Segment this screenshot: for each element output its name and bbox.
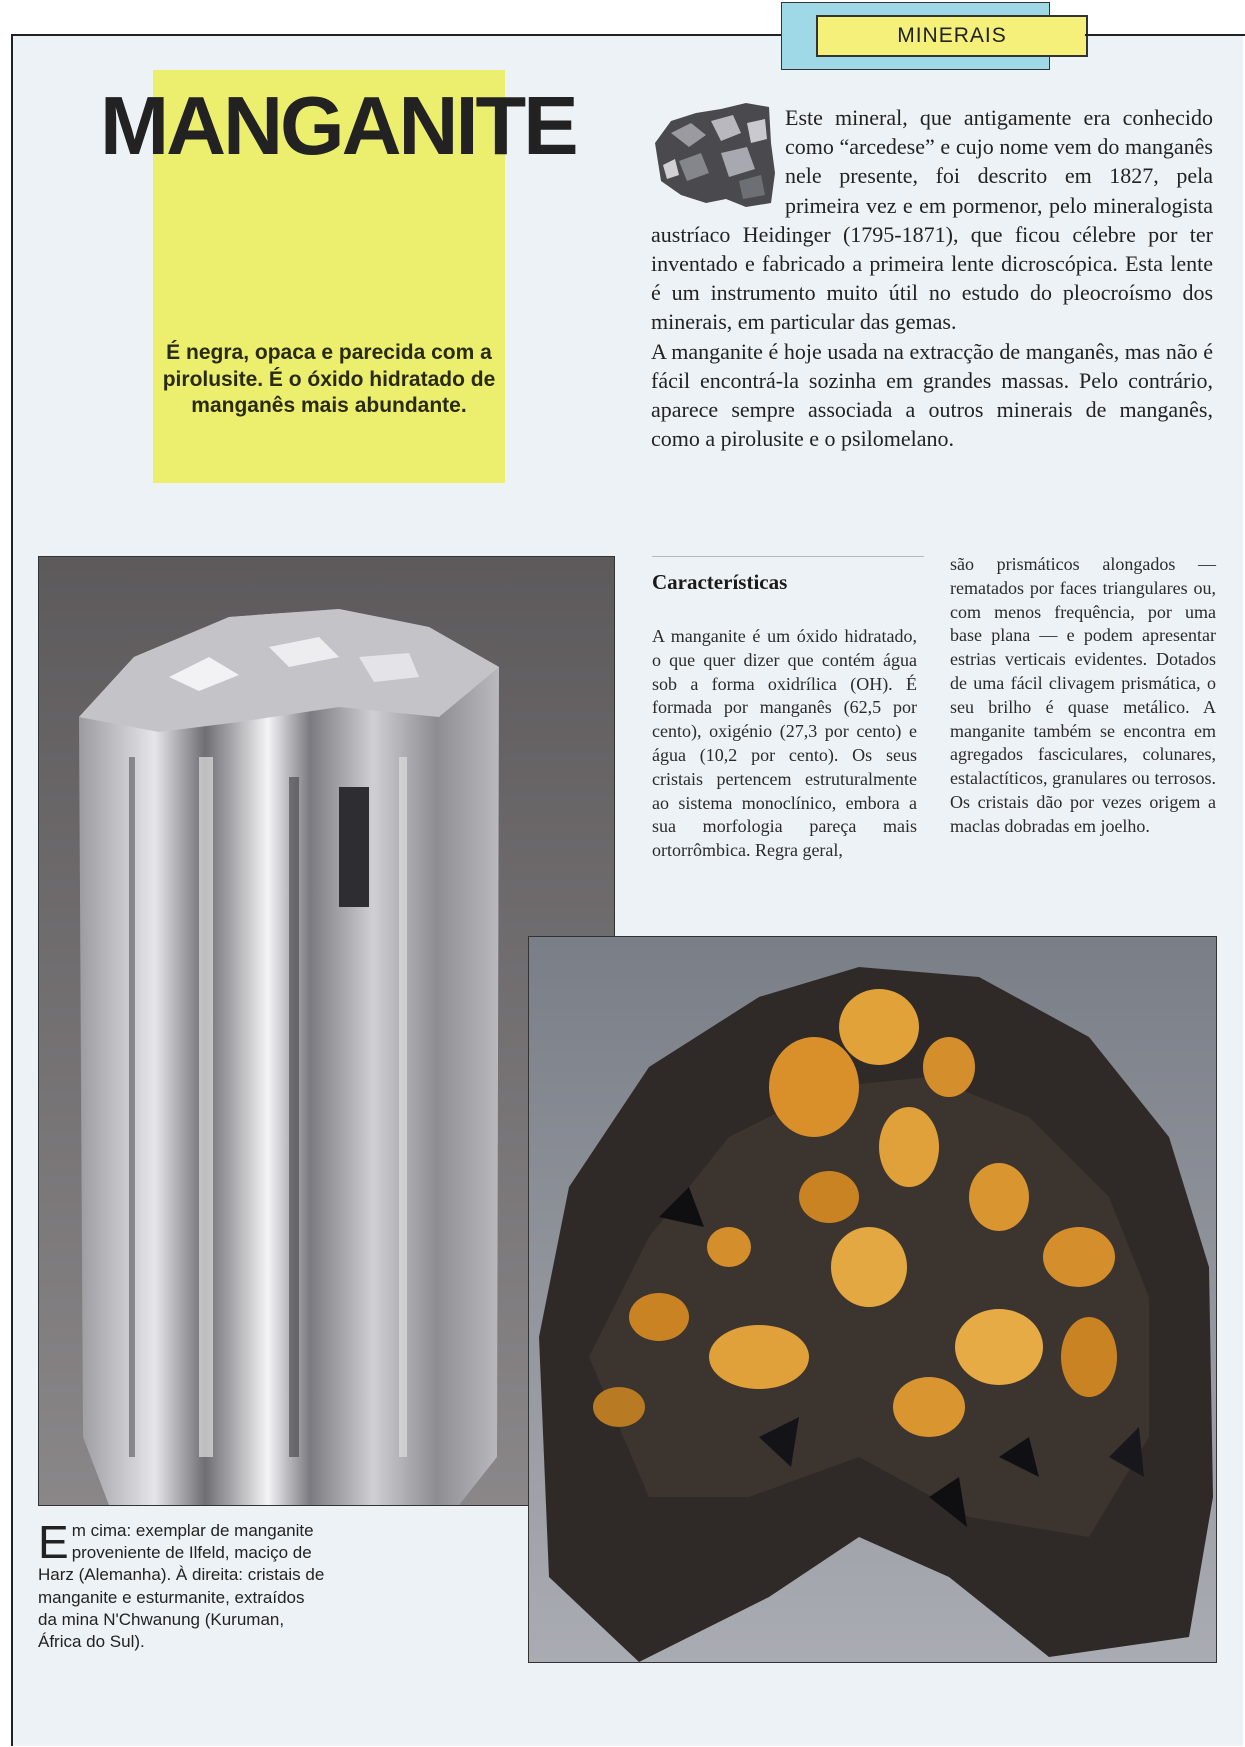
caption-drop-cap: E <box>38 1516 69 1568</box>
section-label: MINERAIS <box>897 24 1007 47</box>
intro-paragraph-2: A manganite é hoje usada na extracção de manganês, mas não é fácil encontrá-la sozinha em grandes massas. Pelo contrário, aparece sempre associada a outros minerais de manganês, como a pirolusite e o psilomelano. <box>651 338 1213 452</box>
intro-text <box>651 103 1213 453</box>
characteristics-column-left: A manganite é um óxido hidratado, o que quer dizer que contém água sob a forma oxidrílica (OH). É formada por manganês (62,5 por cento), oxigénio (27,3 por cento) e água (10,2 por cento). Os seus cristais pertencem estruturalmente ao sistema monoclínico, embora a sua morfologia pareça mais ortorrômbica. Regra geral, <box>652 626 917 861</box>
characteristics-column-right: são prismáticos alongados — rematados por faces triangulares ou, com menos frequência, por uma base plana — e podem apresentar estrias verticais evidentes. Dotados de uma fácil clivagem prismática, o seu brilho é quase metálico. A manganite também se encontra em agregados fasciculares, colunares, estalactíticos, granulares ou terrosos. Os cristais dão por vezes origem a maclas dobradas em joelho. <box>950 554 1216 836</box>
caption-text: m cima: exemplar de manganite proveniente de Ilfeld, maciço de Harz (Alemanha). À direita: cristais de manganite e esturmanite, extraídos da mina N'Chwanung (Kuruman, África do Sul). <box>38 1521 325 1652</box>
article-title: MANGANITE <box>100 79 576 172</box>
section-rule <box>652 556 924 557</box>
header-rule <box>1085 34 1245 36</box>
characteristics-heading: Características <box>652 570 788 594</box>
manganite-sturmanite-photo <box>528 936 1217 1663</box>
article-subtitle: É negra, opaca e parecida com a pirolusite. É o óxido hidratado de manganês mais abundante. <box>162 341 496 418</box>
photo-caption <box>38 1516 328 1653</box>
section-tab <box>816 15 1088 57</box>
intro-paragraph-1: Este mineral, que antigamente era conhecido como “arcedese” e cujo nome vem do manganês nele presente, foi descrito em 1827, pela primeira vez e em pormenor, pelo mineralogista austríaco Heidinger (1795-1871), que ficou célebre por ter inventado e fabricado a primeira lente dicroscópica. Esta lente é um instrumento muito útil no estudo do pleocroísmo dos minerais, em particular das gemas. <box>651 105 1213 335</box>
thumbnail-image <box>651 103 785 215</box>
